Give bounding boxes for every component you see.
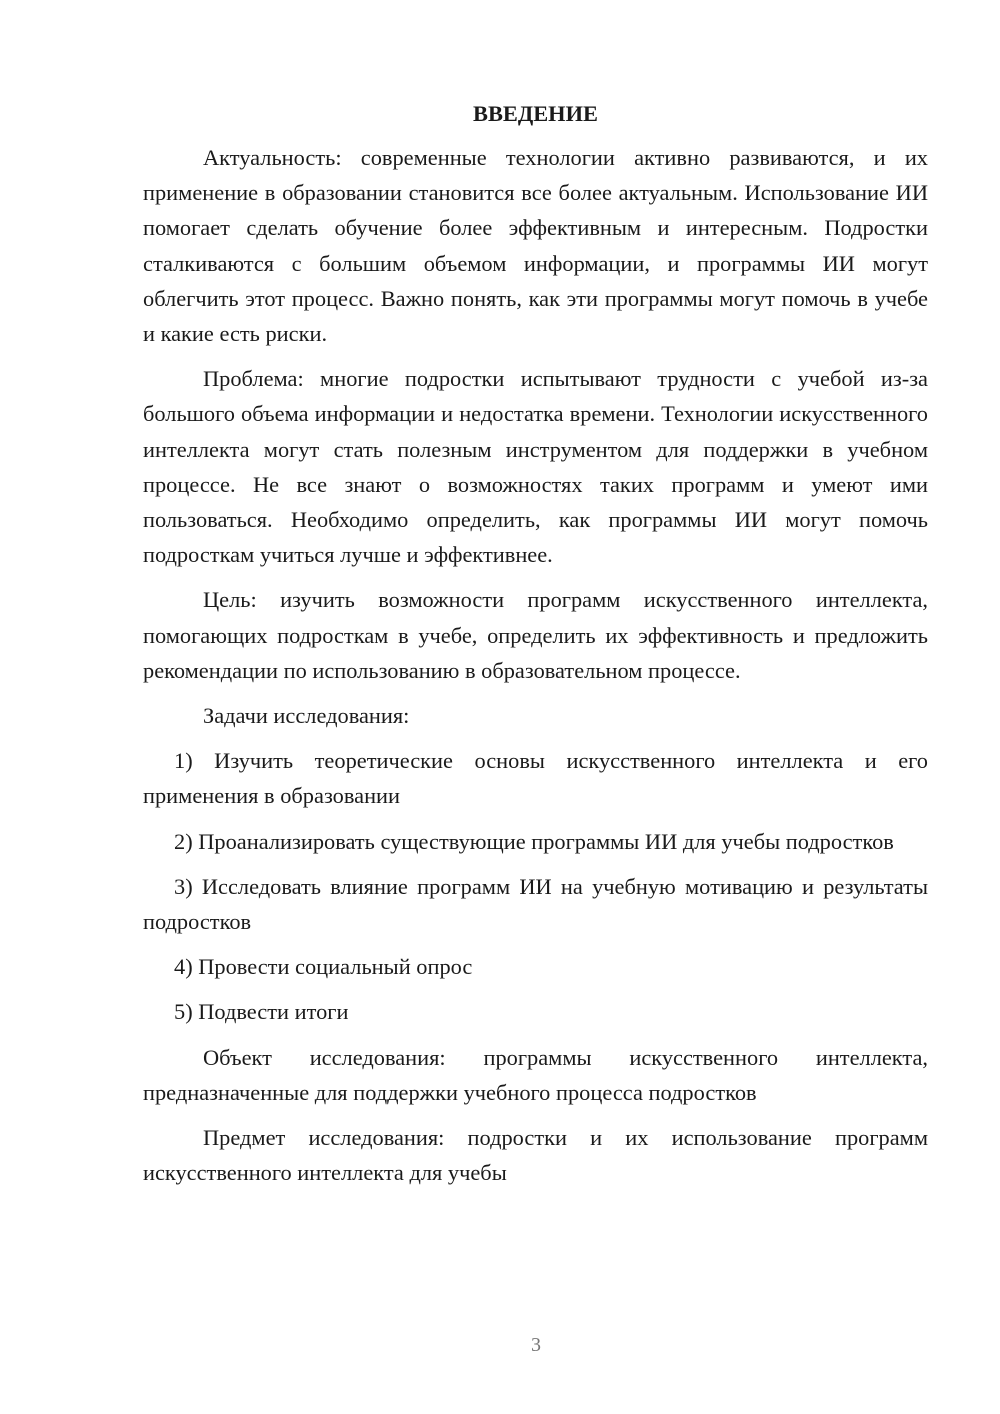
task-item-4: 4) Провести социальный опрос xyxy=(174,954,473,980)
object-paragraph: Объект исследования: программы искусственного интеллекта, предназначенные для поддержки учебного процесса подростков xyxy=(143,1044,928,1105)
task-item-1: 1) Изучить теоретические основы искусственного интеллекта и его применения в образовании xyxy=(143,748,928,809)
subject-paragraph: Предмет исследования: подростки и их использование программ искусственного интеллекта для учебы xyxy=(143,1125,928,1186)
tasks-list xyxy=(143,743,928,1029)
tasks-title: Задачи исследования: xyxy=(203,703,410,729)
page-number: 3 xyxy=(531,1334,541,1356)
task-item-3: 3) Исследовать влияние программ ИИ на учебную мотивацию и результаты подростков xyxy=(143,873,928,935)
problem-paragraph: Проблема: многие подростки испытывают трудности с учебой из-за большого объема информации и недостатка времени. Технологии искусственного интеллекта могут стать полезным инструментом для поддержки в учебном процессе. Не все знают о возможностях таких программ и умеют ими пользоваться. Необходимо определить, как программы ИИ могут помочь подросткам учиться лучше и эффективнее. xyxy=(143,366,928,568)
page-title: ВВЕДЕНИЕ xyxy=(473,101,598,126)
relevance-paragraph: Актуальность: современные технологии активно развиваются, и их применение в образовании становится все более актуальным. Использование ИИ помогает сделать обучение более эффективным и интересным. Подростки сталкиваются с большим объемом информации, и программы ИИ могут облегчить этот процесс. Важно понять, как эти программы могут помочь в учебе и какие есть риски. xyxy=(143,145,928,347)
task-item-5: 5) Подвести итоги xyxy=(174,999,349,1025)
goal-paragraph: Цель: изучить возможности программ искусственного интеллекта, помогающих подросткам в учебе, определить их эффективность и предложить рекомендации по использованию в образовательном процессе. xyxy=(143,587,928,683)
task-item-2: 2) Проанализировать существующие программы ИИ для учебы подростков xyxy=(174,828,894,854)
page-content xyxy=(143,96,928,1190)
